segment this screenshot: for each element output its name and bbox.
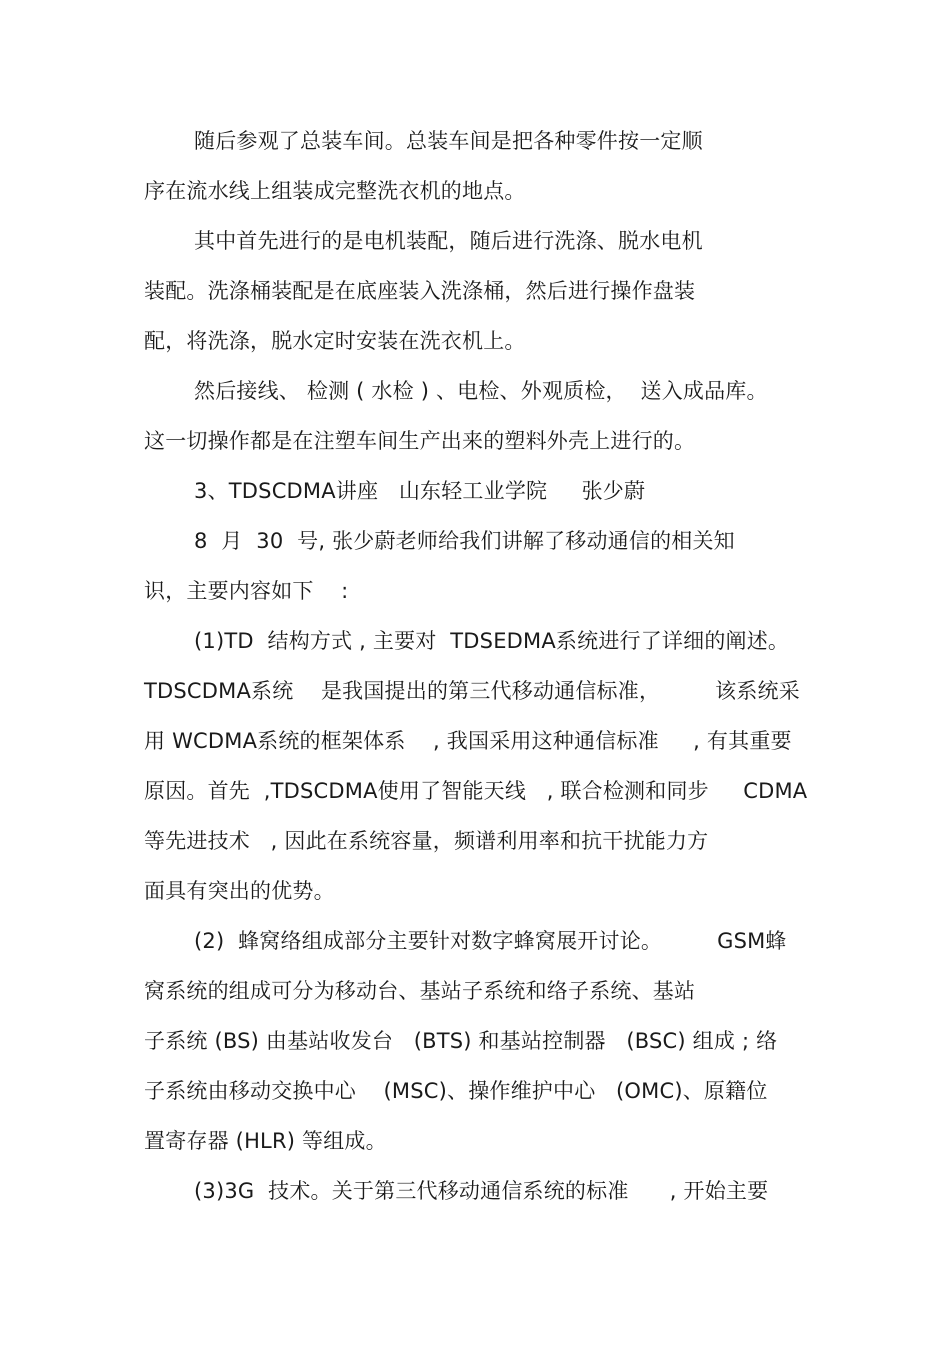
section-heading: 3、TDSCDMA讲座 山东轻工业学院 张少蔚: [194, 479, 646, 503]
text-line: 用 WCDMA系统的框架体系 , 我国采用这种通信标准 , 有其重要: [144, 729, 792, 753]
text-line: 随后参观了总装车间。总装车间是把各种零件按一定顺: [194, 129, 703, 153]
text-line: 装配。洗涤桶装配是在底座装入洗涤桶，然后进行操作盘装: [144, 279, 696, 303]
text-line: 然后接线、 检测 ( 水检 ) 、电检、外观质检， 送入成品库。: [194, 379, 768, 403]
text-line: TDSCDMA系统 是我国提出的第三代移动通信标准， 该系统采: [144, 679, 800, 703]
text-line: 原因。首先 ,TDSCDMA使用了智能天线 , 联合检测和同步 CDMA: [144, 779, 808, 803]
text-line: 等先进技术 , 因此在系统容量，频谱利用率和抗干扰能力方: [144, 829, 709, 853]
text-line: 子系统由移动交换中心 (MSC)、操作维护中心 (OMC)、原籍位: [144, 1079, 768, 1103]
text-line: (3)3G 技术。关于第三代移动通信系统的标准 , 开始主要: [194, 1179, 769, 1203]
text-line: 识，主要内容如下 :: [144, 579, 349, 603]
text-line: 8 月 30 号, 张少蔚老师给我们讲解了移动通信的相关知: [194, 529, 735, 553]
text-line: 序在流水线上组装成完整洗衣机的地点。: [144, 179, 526, 203]
text-line: 这一切操作都是在注塑车间生产出来的塑料外壳上进行的。: [144, 429, 696, 453]
text-line: 子系统 (BS) 由基站收发台 (BTS) 和基站控制器 (BSC) 组成 ; 络: [144, 1029, 778, 1053]
text-line: 置寄存器 (HLR) 等组成。: [144, 1129, 387, 1153]
text-line: (1)TD 结构方式 , 主要对 TDSEDMA系统进行了详细的阐述。: [194, 629, 790, 653]
text-line: (2) 蜂窝络组成部分主要针对数字蜂窝展开讨论。 GSM蜂: [194, 929, 787, 953]
text-line: 窝系统的组成可分为移动台、基站子系统和络子系统、基站: [144, 979, 696, 1003]
text-line: 配，将洗涤，脱水定时安装在洗衣机上。: [144, 329, 526, 353]
text-line: 面具有突出的优势。: [144, 879, 335, 903]
text-line: 其中首先进行的是电机装配，随后进行洗涤、脱水电机: [194, 229, 703, 253]
